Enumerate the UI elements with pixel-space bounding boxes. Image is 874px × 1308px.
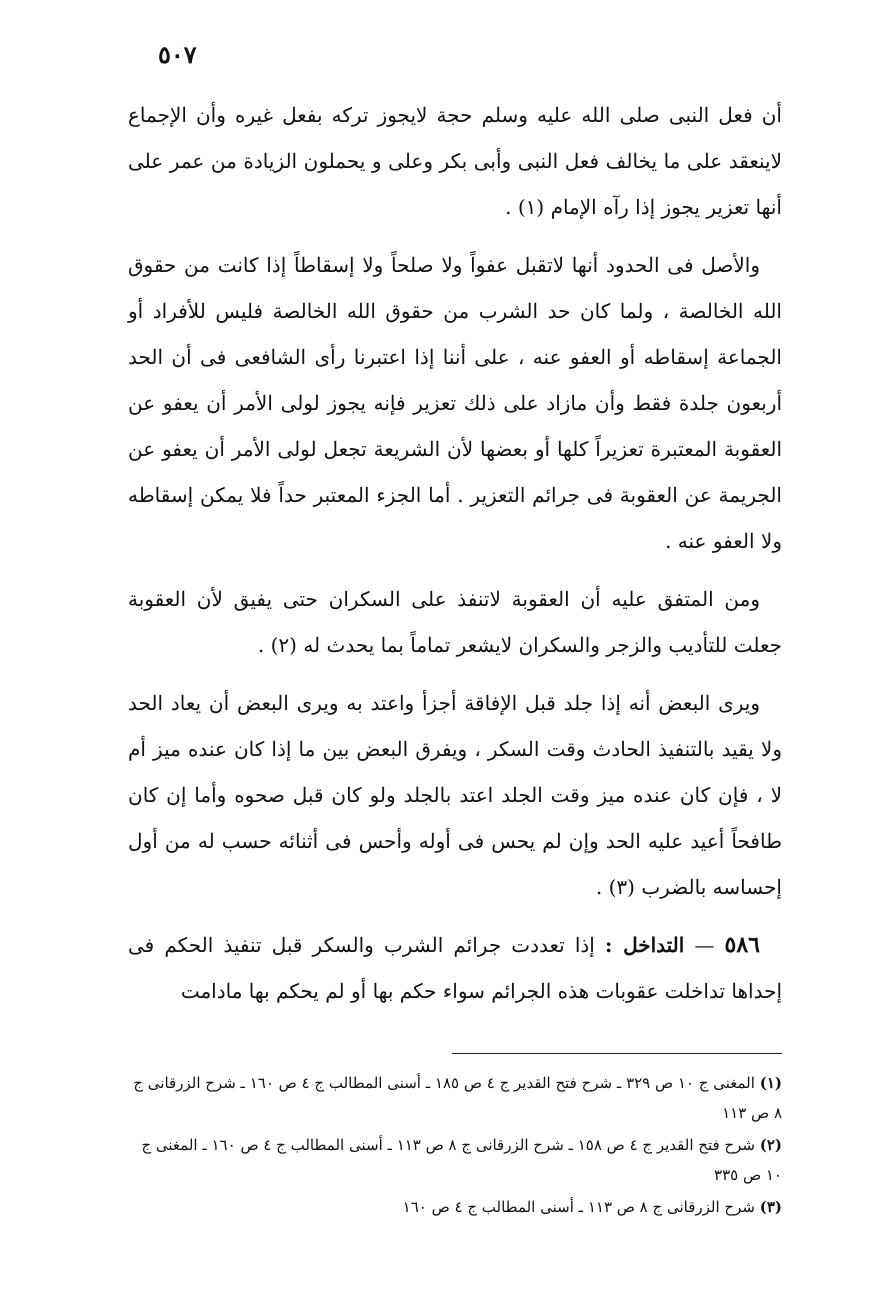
main-text xyxy=(128,92,782,1026)
section-paragraph xyxy=(128,922,782,1014)
footnote-1 xyxy=(128,1068,782,1128)
footnote-3 xyxy=(128,1192,782,1222)
footnotes xyxy=(128,1068,782,1224)
footnote-number: (٣) xyxy=(759,1198,782,1216)
footnote-2 xyxy=(128,1130,782,1190)
footnote-divider xyxy=(452,1053,782,1054)
paragraph-2: والأصل فى الحدود أنها لاتقبل عفواً ولا صلحاً ولا إسقاطاً إذا كانت من حقوق الله الخالصة ، ولما كان حد الشرب من حقوق الله الخالصة فليس للأفراد أو الجماعة إسقاطه أو العفو عنه ، على أننا إذا اعتبرنا رأى الشافعى فى أن الحد أربعون جلدة فقط وأن مازاد على ذلك تعزير فإنه يجوز لولى الأمر أن يعفو عن العقوبة المعتبرة تعزيراً كلها أو بعضها لأن الشريعة تجعل لولى الأمر أن يعفو عن الجريمة عن العقوبة فى جرائم التعزير . أما الجزء المعتبر حداً فلا يمكن إسقاطه ولا العفو عنه . xyxy=(128,253,782,553)
paragraph-1: أن فعل النبى صلى الله عليه وسلم حجة لايجوز تركه بفعل غيره وأن الإجماع لاينعقد على ما يخالف فعل النبى وأبى بكر وعلى و يحملون الزيادة من عمر على أنها تعزير يجوز إذا رآه الإمام (١) . xyxy=(128,103,782,219)
footnote-text: المغنى ج ١٠ ص ٣٢٩ ـ شرح فتح القدير ج ٤ ص ١٨٥ ـ أسنى المطالب ج ٤ ص ١٦٠ ـ شرح الزرقانى ج ٨ ص ١١٣ xyxy=(133,1074,782,1122)
section-dash: — xyxy=(694,933,715,957)
paragraph-3: ومن المتفق عليه أن العقوبة لاتنفذ على السكران حتى يفيق لأن العقوبة جعلت للتأديب والزجر والسكران لايشعر تماماً بما يحدث له (٢) . xyxy=(128,587,782,657)
section-number: ٥٨٦ xyxy=(724,932,760,958)
footnote-number: (٢) xyxy=(759,1136,782,1154)
page-number: ٥٠٧ xyxy=(158,40,197,69)
section-title: التداخل : xyxy=(604,933,685,957)
footnote-text: شرح فتح القدير ج ٤ ص ١٥٨ ـ شرح الزرقانى ج ٨ ص ١١٣ ـ أسنى المطالب ج ٤ ص ١٦٠ ـ المغنى ج ١٠ ص ٣٣٥ xyxy=(141,1136,782,1184)
footnote-text: شرح الزرقانى ج ٨ ص ١١٣ ـ أسنى المطالب ج ٤ ص ١٦٠ xyxy=(402,1198,755,1216)
paragraph-4: ويرى البعض أنه إذا جلد قبل الإفاقة أجزأ واعتد به ويرى البعض أن يعاد الحد ولا يقيد بالتنفيذ الحادث وقت السكر ، ويفرق البعض بين ما إذا كان عنده ميز أم لا ، فإن كان عنده ميز وقت الجلد اعتد بالجلد ولو كان قبل صحوه وأما إن كان طافحاً أعيد عليه الحد وإن لم يحس فى أوله وأحس فى أثنائه حسب له من أول إحساسه بالضرب (٣) . xyxy=(128,691,782,899)
section-text: إذا تعددت جرائم الشرب والسكر قبل تنفيذ الحكم فى إحداها تداخلت عقوبات هذه الجرائم سواء حكم بها أو لم يحكم بها مادامت xyxy=(128,933,782,1003)
footnote-number: (١) xyxy=(759,1074,782,1092)
